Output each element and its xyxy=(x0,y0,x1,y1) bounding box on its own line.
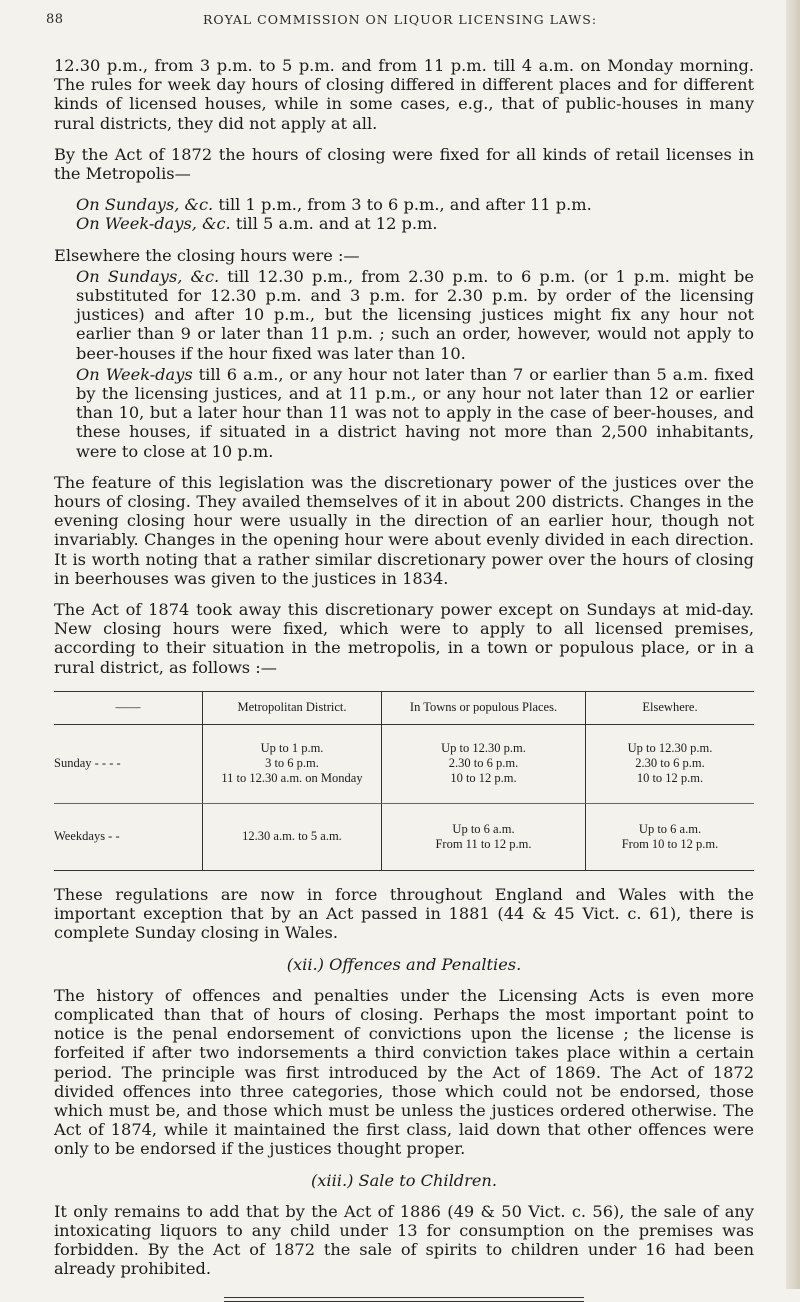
table-cell: Up to 1 p.m. 3 to 6 p.m. 11 to 12.30 a.m. on Monday xyxy=(203,724,382,803)
table-cell: 12.30 a.m. to 5 a.m. xyxy=(203,803,382,870)
running-head xyxy=(46,10,754,32)
paragraph: Elsewhere the closing hours were :— xyxy=(54,245,360,265)
paragraph: By the Act of 1872 the hours of closing were fixed for all kinds of retail licenses in the Metropolis— xyxy=(54,144,754,184)
paragraph: The Act of 1874 took away this discretionary power except on Sundays at mid-day. New closing hours were fixed, which were to apply to all licensed premises, according to their situation in the metropolis, in a town or populous place, or in a rural district, as follows :— xyxy=(54,600,754,677)
section-heading: (xii.) Offences and Penalties. xyxy=(286,954,522,974)
page-number: 88 xyxy=(46,12,64,27)
table-cell: Up to 6 a.m. From 10 to 12 p.m. xyxy=(586,803,755,870)
rule-sundays-elsewhere: On Sundays, &c. till 12.30 p.m., from 2.30 p.m. to 6 p.m. (or 1 p.m. might be substituted for 12.30 p.m. and 3 p.m. for 2.30 p.m. by order of the licensing justices) and after 10 p.m., but the licensing justices might fix any hour not earlier than 9 or later than 11 p.m. ; such an order, however, would not apply to beer-houses if the hour fixed was later than 10. xyxy=(76,266,754,363)
table-cell: Up to 12.30 p.m. 2.30 to 6 p.m. 10 to 12 p.m. xyxy=(586,724,755,803)
paragraph: The history of offences and penalties under the Licensing Acts is even more complicated than that of hours of closing. Perhaps the most important point to notice is the penal endorsement of convictions upon the license ; the license is forfeited if after two indorsements a third conviction takes place within a certain period. The principle was first introduced by the Act of 1869. The Act of 1872 divided offences into three categories, those which could not be endorsed, those which must be, and those which must be unless the justices ordered otherwise. The Act of 1874, while it maintained the first class, laid down that other offences were only to be endorsed if the justices thought proper. xyxy=(54,985,754,1159)
table-header: —— xyxy=(54,691,203,724)
end-rule xyxy=(224,1297,584,1298)
paragraph: The feature of this legislation was the discretionary power of the justices over the hours of closing. They availed themselves of it in about 200 districts. Changes in the evening closing hour were usually in the direction of an earlier hour, though not invariably. Changes in the opening hour were about evenly divided in each direction. It is worth noting that a rather similar discretionary power over the hours of closing in beerhouses was given to the justices in 1834. xyxy=(54,472,754,588)
table-cell: Up to 6 a.m. From 11 to 12 p.m. xyxy=(382,803,586,870)
table-cell: Up to 12.30 p.m. 2.30 to 6 p.m. 10 to 12 p.m. xyxy=(382,724,586,803)
paragraph: 12.30 p.m., from 3 p.m. to 5 p.m. and from 11 p.m. till 4 a.m. on Monday morning. The rules for week day hours of closing differed in different places and for different kinds of licensed houses, while in some cases, e.g., that of public-houses in many rural districts, they did not apply at all. xyxy=(54,56,754,133)
closing-hours-table xyxy=(54,691,754,871)
rule-weekdays-metropolis: On Week-days, &c. till 5 a.m. and at 12 p.m. xyxy=(76,214,438,234)
table-header: Metropolitan District. xyxy=(203,691,382,724)
paragraph: These regulations are now in force throughout England and Wales with the important exception that by an Act passed in 1881 (44 & 45 Vict. c. 61), there is complete Sunday closing in Wales. xyxy=(54,884,754,943)
page-body xyxy=(54,56,754,1302)
rule-weekdays-elsewhere: On Week-days till 6 a.m., or any hour not later than 7 or earlier than 5 a.m. fixed by the licensing justices, and at 11 p.m., or any hour not later than 12 or earlier than 10, but a later hour than 11 was not to apply in the case of beer-houses, and these houses, if situated in a district having not more than 2,500 inhabitants, were to close at 10 p.m. xyxy=(76,364,754,461)
table-row xyxy=(54,724,754,803)
paragraph: It only remains to add that by the Act of 1886 (49 & 50 Vict. c. 56), the sale of any intoxicating liquors to any child under 13 for consumption on the premises was forbidden. By the Act of 1872 the sale of spirits to children under 16 had been already prohibited. xyxy=(54,1201,754,1279)
end-rule xyxy=(224,1301,584,1302)
rule-sundays-metropolis: On Sundays, &c. till 1 p.m., from 3 to 6 p.m., and after 11 p.m. xyxy=(76,195,592,215)
table-header: Elsewhere. xyxy=(586,691,755,724)
page-edge xyxy=(786,0,800,1289)
running-title: ROYAL COMMISSION ON LIQUOR LICENSING LAWS: xyxy=(202,12,598,27)
section-heading: (xiii.) Sale to Children. xyxy=(310,1170,498,1190)
row-label: Weekdays - - xyxy=(54,803,203,870)
table-row xyxy=(54,803,754,870)
table-header: In Towns or populous Places. xyxy=(382,691,586,724)
row-label: Sunday - - - - xyxy=(54,724,203,803)
